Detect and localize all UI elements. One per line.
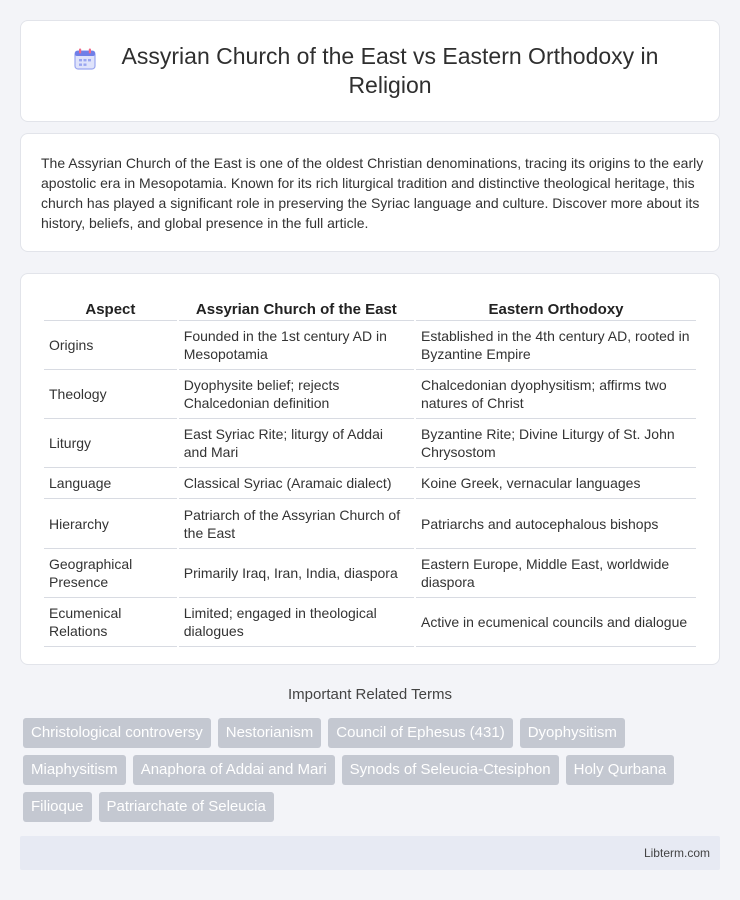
table-row — [44, 499, 696, 549]
table-header-row — [44, 294, 696, 321]
related-term-tag[interactable]: Patriarchate of Seleucia — [99, 792, 274, 822]
page-title: Assyrian Church of the East vs Eastern Orthodoxy in Religion — [121, 43, 659, 98]
row-orthodox: Byzantine Rite; Divine Liturgy of St. John Chrysostom — [416, 419, 696, 468]
footer — [20, 836, 720, 870]
table-row — [44, 598, 696, 647]
related-terms-heading: Important Related Terms — [288, 686, 452, 703]
row-aspect: Geographical Presence — [44, 549, 177, 598]
row-assyrian: Classical Syriac (Aramaic dialect) — [179, 468, 414, 499]
title-card — [20, 20, 720, 122]
related-term-tag[interactable]: Christological controversy — [23, 718, 211, 748]
row-aspect: Hierarchy — [44, 499, 177, 549]
intro-card — [20, 133, 720, 252]
row-orthodox: Chalcedonian dyophysitism; affirms two natures of Christ — [416, 370, 696, 419]
row-aspect: Ecumenical Relations — [44, 598, 177, 647]
row-orthodox: Eastern Europe, Middle East, worldwide diaspora — [416, 549, 696, 598]
row-aspect: Theology — [44, 370, 177, 419]
related-term-tag[interactable]: Holy Qurbana — [566, 755, 675, 785]
table-row — [44, 468, 696, 499]
row-assyrian: Founded in the 1st century AD in Mesopotamia — [179, 321, 414, 370]
comparison-card — [20, 273, 720, 665]
table-row — [44, 370, 696, 419]
row-assyrian: Dyophysite belief; rejects Chalcedonian definition — [179, 370, 414, 419]
footer-site-link[interactable]: Libterm.com — [643, 846, 710, 860]
row-orthodox: Patriarchs and autocephalous bishops — [416, 499, 696, 549]
row-aspect: Origins — [44, 321, 177, 370]
related-term-tag[interactable]: Council of Ephesus (431) — [328, 718, 512, 748]
intro-paragraph: The Assyrian Church of the East is one of the oldest Christian denominations, tracing its origins to the early apostolic era in Mesopotamia. Known for its rich liturgical tradition and distinctive theological heritage, this church has played a significant role in preserving the Syriac language and culture. Discover more about its history, beliefs, and global presence in the full article. — [41, 155, 704, 231]
related-term-tag[interactable]: Dyophysitism — [520, 718, 625, 748]
comparison-table — [42, 294, 698, 647]
related-term-tag[interactable]: Anaphora of Addai and Mari — [133, 755, 335, 785]
row-orthodox: Established in the 4th century AD, rooted in Byzantine Empire — [416, 321, 696, 370]
header-assyrian: Assyrian Church of the East — [179, 294, 414, 321]
row-aspect: Liturgy — [44, 419, 177, 468]
header-aspect: Aspect — [44, 294, 177, 321]
row-assyrian: East Syriac Rite; liturgy of Addai and Mari — [179, 419, 414, 468]
row-orthodox: Active in ecumenical councils and dialogue — [416, 598, 696, 647]
row-orthodox: Koine Greek, vernacular languages — [416, 468, 696, 499]
related-term-tag[interactable]: Filioque — [23, 792, 92, 822]
table-row — [44, 549, 696, 598]
table-row — [44, 419, 696, 468]
row-assyrian: Patriarch of the Assyrian Church of the East — [179, 499, 414, 549]
row-aspect: Language — [44, 468, 177, 499]
header-orthodox: Eastern Orthodoxy — [416, 294, 696, 321]
row-assyrian: Primarily Iraq, Iran, India, diaspora — [179, 549, 414, 598]
related-term-tag[interactable]: Miaphysitism — [23, 755, 126, 785]
related-term-tag[interactable]: Synods of Seleucia-Ctesiphon — [342, 755, 559, 785]
table-row — [44, 321, 696, 370]
row-assyrian: Limited; engaged in theological dialogues — [179, 598, 414, 647]
related-term-tag[interactable]: Nestorianism — [218, 718, 322, 748]
related-terms-list — [23, 718, 723, 829]
